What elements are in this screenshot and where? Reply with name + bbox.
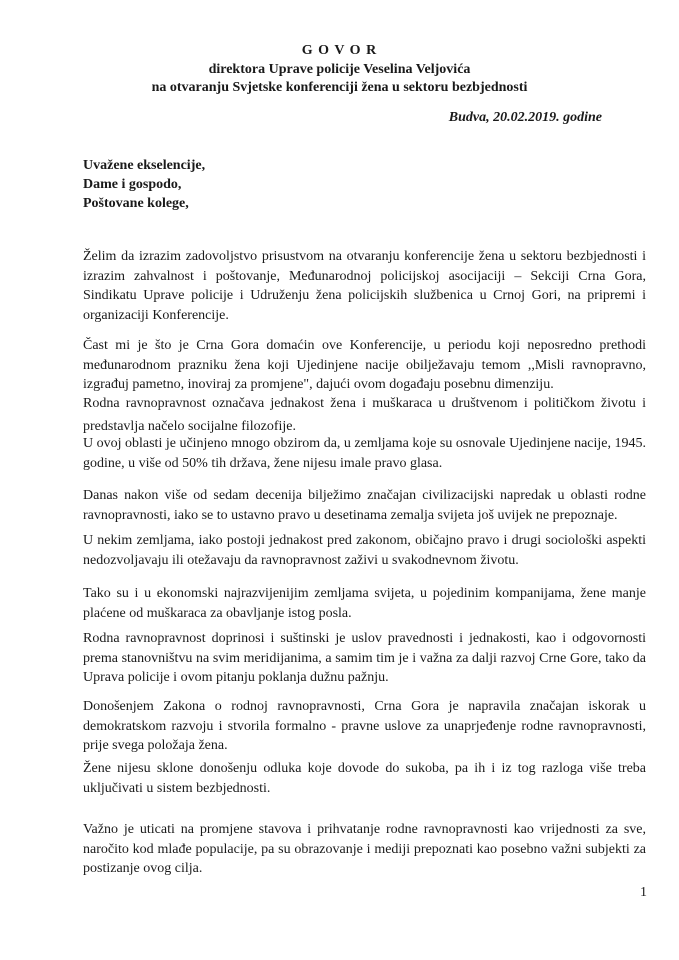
paragraph: Rodna ravnopravnost označava jednakost žena i muškaraca u društvenom i političkom životu i predstavlja načelo socijalne filozofije. bbox=[83, 396, 646, 434]
paragraph: Čast mi je što je Crna Gora domaćin ove Konferencije, u periodu koji neposredno prethodi međunarodnom prazniku žena koji Ujedinjene nacije obilježavaju temom ,,Misli ravnopravno, izgrađuj pametno, inoviraj za promjene", dajući ovom događaju posebnu dimenziju. bbox=[83, 338, 646, 392]
salutation-line: Uvažene ekselencije, bbox=[83, 158, 206, 173]
document-title: G O V O R bbox=[301, 43, 378, 58]
paragraph: Važno je uticati na promjene stavova i prihvatanje rodne ravnopravnosti kao vrijednosti za sve, naročito kod mlađe populacije, pa su obrazovanje i mediji prepoznati kao posebno važni subjekti za postizanje ovog cilja. bbox=[83, 822, 646, 876]
salutation-line: Poštovane kolege, bbox=[83, 196, 189, 211]
paragraph: Tako su i u ekonomski najrazvijenijim zemljama svijeta, u pojedinim kompanijama, žene manje plaćene od muškaraca za obavljanje istog posla. bbox=[83, 586, 646, 621]
paragraph: U nekim zemljama, iako postoji jednakost pred zakonom, običajno pravo i drugi sociološki aspekti nedozvoljavaju ili otežavaju da ravnopravnost zaživi u svakodnevnom životu. bbox=[83, 533, 646, 568]
document-subtitle: direktora Uprave policije Veselina Veljovića bbox=[208, 62, 471, 77]
document-subtitle: na otvaranju Svjetske konferenciji žena u sektoru bezbjednosti bbox=[151, 80, 528, 95]
paragraph: Želim da izrazim zadovoljstvo prisustvom na otvaranju konferencije žena u sektoru bezbjednosti i izrazim zahvalnost i poštovanje, Međunarodnoj policijskoj asocijaciji – Sekciji Crna Gora, Sindikatu Uprave policije i Udruženju žena policijskih službenica u Crnoj Gori, na pripremi i organizaciji Konferencije. bbox=[83, 249, 646, 323]
salutation-line: Dame i gospodo, bbox=[83, 177, 182, 192]
paragraph: U ovoj oblasti je učinjeno mnogo obzirom da, u zemljama koje su osnovale Ujedinjene nacije, 1945. godine, u više od 50% tih država, žene nijesu imale pravo glasa. bbox=[83, 436, 646, 471]
paragraph: Danas nakon više od sedam decenija bilježimo značajan civilizacijski napredak u oblasti rodne ravnopravnosti, iako se to ustavno pravo u desetinama zemalja svijeta još uvijek ne prepoznaje. bbox=[83, 488, 646, 523]
paragraph: Žene nijesu sklone donošenju odluka koje dovode do sukoba, pa ih i iz tog razloga više treba uključivati u sistem bezbjednosti. bbox=[83, 761, 646, 796]
paragraph: Donošenjem Zakona o rodnoj ravnopravnosti, Crna Gora je napravila značajan iskorak u demokratskom razvoju i stvorila formalno - pravne uslove za unaprjeđenje rodne ravnopravnosti, prije svega položaja žena. bbox=[83, 699, 646, 753]
place-date: Budva, 20.02.2019. godine bbox=[448, 110, 602, 125]
page-number: 1 bbox=[640, 885, 647, 900]
paragraph: Rodna ravnopravnost doprinosi i suštinski je uslov pravednosti i jednakosti, kao i odgovornosti prema stanovništvu na svim meridijanima, a samim tim je i važna za dalji razvoj Crne Gore, tako da Uprava policije i ovom pitanju poklanja dužnu pažnju. bbox=[83, 631, 646, 685]
